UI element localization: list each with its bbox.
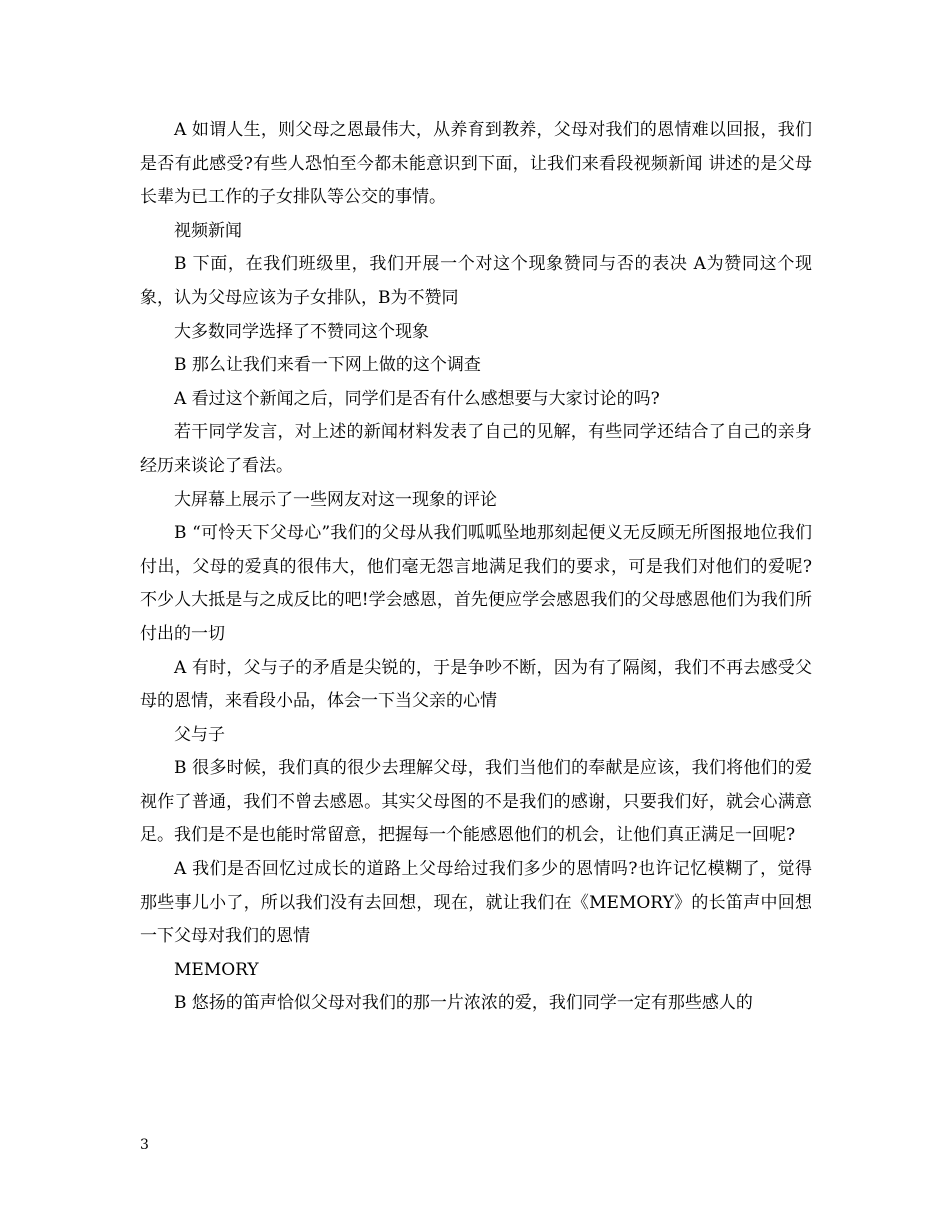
paragraph: MEMORY (174, 959, 259, 980)
paragraph: B 悠扬的笛声恰似父母对我们的那一片浓浓的爱，我们同学一定有那些感人的 (174, 993, 753, 1014)
page-number: 3 (140, 1137, 149, 1153)
document-body (140, 114, 812, 1021)
paragraph: 大多数同学选择了不赞同这个现象 (174, 321, 429, 342)
paragraph: A 看过这个新闻之后，同学们是否有什么感想要与大家讨论的吗? (174, 388, 660, 409)
paragraph: B “可怜天下父母心”我们的父母从我们呱呱坠地那刻起便义无反顾无所图报地位我们付出，父母的爱真的很伟大，他们毫无怨言地满足我们的要求，可是我们对他们的爱呢?不少人大抵是与之成反比的吧!学会感恩，首先便应学会感恩我们的父母感恩他们为我们所付出的一切 (140, 523, 812, 644)
paragraph: 视频新闻 (174, 220, 242, 241)
paragraph: A 我们是否回忆过成长的道路上父母给过我们多少的恩情吗?也许记忆模糊了，觉得那些事儿小了，所以我们没有去回想，现在，就让我们在《MEMORY》的长笛声中回想一下父母对我们的恩情 (140, 859, 812, 947)
paragraph: 若干同学发言，对上述的新闻材料发表了自己的见解，有些同学还结合了自己的亲身经历来谈论了看法。 (140, 422, 812, 476)
paragraph: 父与子 (174, 724, 225, 745)
paragraph: 大屏幕上展示了一些网友对这一现象的评论 (174, 489, 497, 510)
paragraph: A 如谓人生，则父母之恩最伟大，从养育到教养，父母对我们的恩情难以回报，我们是否有此感受?有些人恐怕至今都未能意识到下面，让我们来看段视频新闻 讲述的是父母长辈为已工作的子女排队等公交的事情。 (140, 120, 812, 208)
paragraph: B 那么让我们来看一下网上做的这个调查 (174, 355, 481, 376)
paragraph: B 很多时候，我们真的很少去理解父母，我们当他们的奉献是应该，我们将他们的爱视作了普通，我们不曾去感恩。其实父母图的不是我们的感谢，只要我们好，就会心满意足。我们是不是也能时常留意，把握每一个能感恩他们的机会，让他们真正满足一回呢? (140, 758, 812, 846)
paragraph: B 下面，在我们班级里，我们开展一个对这个现象赞同与否的表决 A为赞同这个现象，认为父母应该为子女排队，B为不赞同 (140, 254, 812, 308)
paragraph: A 有时，父与子的矛盾是尖锐的，于是争吵不断，因为有了隔阂，我们不再去感受父母的恩情，来看段小品，体会一下当父亲的心情 (140, 657, 812, 712)
